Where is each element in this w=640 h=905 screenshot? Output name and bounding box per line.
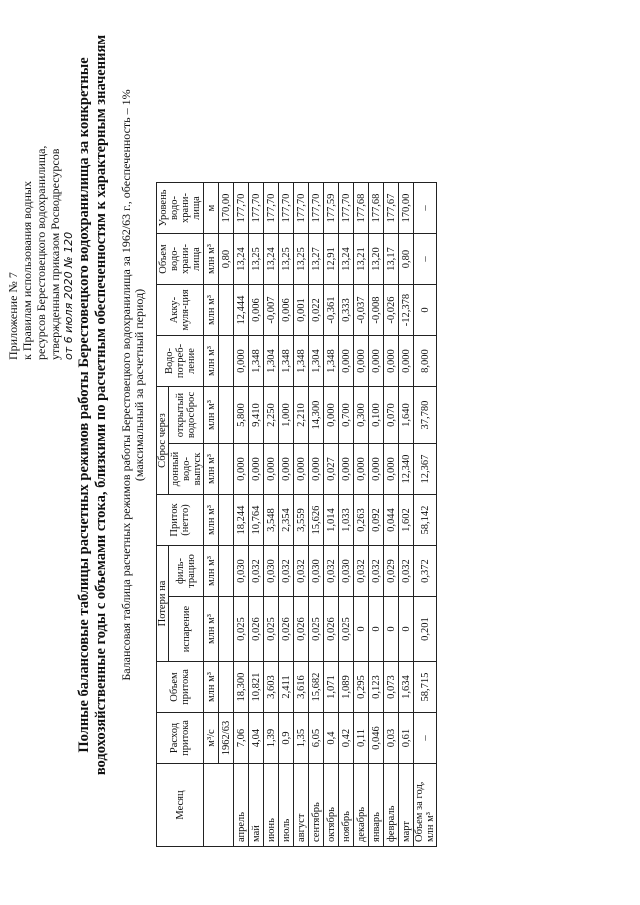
start-row: [219, 183, 234, 847]
total-cell-evap: 0,201: [414, 597, 437, 662]
units-blank: [204, 764, 234, 847]
value-cell-evap: 0,026: [279, 597, 294, 662]
empty-cell: [219, 444, 234, 495]
value-cell-open: 9,410: [249, 387, 264, 444]
value-cell-res: 13,25: [294, 234, 309, 285]
empty-cell: [219, 546, 234, 597]
value-cell-res: 12,91: [324, 234, 339, 285]
value-cell-open: 1,640: [399, 387, 414, 444]
value-cell-net: 0,263: [354, 495, 369, 546]
value-cell-flow: 1,39: [264, 713, 279, 764]
empty-cell: [219, 336, 234, 387]
header-line: Приложение № 7: [6, 272, 20, 360]
table-row: [249, 183, 264, 847]
value-cell-evap: 0,025: [339, 597, 354, 662]
value-cell-flow: 0,61: [399, 713, 414, 764]
value-cell-cons: 1,304: [264, 336, 279, 387]
value-cell-vol: 10,821: [249, 662, 264, 713]
value-cell-bottom: 0,000: [369, 444, 384, 495]
value-cell-bottom: 0,027: [324, 444, 339, 495]
total-label-cell: Объем за год, млн м³: [414, 764, 437, 847]
value-cell-acc: 12,444: [234, 285, 249, 336]
value-cell-cons: 0,000: [339, 336, 354, 387]
value-cell-vol: 1,634: [399, 662, 414, 713]
year-cell: 1962/63: [219, 713, 234, 764]
value-cell-flow: 0,11: [354, 713, 369, 764]
start-level-cell: 170,00: [219, 183, 234, 234]
value-cell-filt: 0,030: [339, 546, 354, 597]
value-cell-cons: 1,348: [279, 336, 294, 387]
col-flow: Расход притока: [157, 713, 204, 764]
unit-cell: м: [204, 183, 219, 234]
col-reservoir-volume: Объем водо-храни-лища: [157, 234, 204, 285]
value-cell-cons: 1,348: [324, 336, 339, 387]
value-cell-evap: 0: [369, 597, 384, 662]
table-row: [309, 183, 324, 847]
value-cell-evap: 0,025: [264, 597, 279, 662]
value-cell-bottom: 0,000: [249, 444, 264, 495]
value-cell-res: 13,25: [279, 234, 294, 285]
month-cell: ноябрь: [339, 764, 354, 847]
total-cell-open: 37,780: [414, 387, 437, 444]
value-cell-vol: 1,089: [339, 662, 354, 713]
month-cell: август: [294, 764, 309, 847]
total-cell-net: 58,142: [414, 495, 437, 546]
value-cell-net: 1,014: [324, 495, 339, 546]
value-cell-cons: 1,304: [309, 336, 324, 387]
value-cell-cons: 0,000: [369, 336, 384, 387]
value-cell-bottom: 0,000: [294, 444, 309, 495]
header-line: к Правилам использования водных: [20, 181, 34, 360]
start-volume-cell: 0,80: [219, 234, 234, 285]
value-cell-res: 13,25: [249, 234, 264, 285]
value-cell-lvl: 177,59: [324, 183, 339, 234]
value-cell-res: 0,80: [399, 234, 414, 285]
value-cell-open: 1,000: [279, 387, 294, 444]
appendix-header: [6, 30, 76, 360]
table-row: [384, 183, 399, 847]
value-cell-open: 14,300: [309, 387, 324, 444]
value-cell-cons: 1,348: [249, 336, 264, 387]
value-cell-flow: 1,35: [294, 713, 309, 764]
unit-cell: млн м³: [204, 444, 219, 495]
month-cell: февраль: [384, 764, 399, 847]
caption-line: Балансовая таблица расчетных режимов работы Берестовецкого водохранилища за 1962/63 г., обеспеченность – 1%: [119, 89, 133, 681]
value-cell-bottom: 0,000: [309, 444, 324, 495]
value-cell-lvl: 177,67: [384, 183, 399, 234]
month-cell: декабрь: [354, 764, 369, 847]
value-cell-evap: 0,025: [234, 597, 249, 662]
value-cell-acc: 0,006: [249, 285, 264, 336]
total-cell-filt: 0,372: [414, 546, 437, 597]
value-cell-res: 13,27: [309, 234, 324, 285]
value-cell-net: 18,244: [234, 495, 249, 546]
value-cell-open: 0,070: [384, 387, 399, 444]
value-cell-filt: 0,032: [354, 546, 369, 597]
document-heading: [76, 25, 110, 785]
value-cell-lvl: 177,70: [294, 183, 309, 234]
value-cell-evap: 0,026: [249, 597, 264, 662]
value-cell-lvl: 177,70: [309, 183, 324, 234]
value-cell-res: 13,24: [264, 234, 279, 285]
value-cell-filt: 0,029: [384, 546, 399, 597]
value-cell-acc: -0,037: [354, 285, 369, 336]
month-cell: март: [399, 764, 414, 847]
month-cell: январь: [369, 764, 384, 847]
value-cell-filt: 0,030: [234, 546, 249, 597]
month-cell: июль: [279, 764, 294, 847]
value-cell-vol: 0,123: [369, 662, 384, 713]
value-cell-flow: 0,4: [324, 713, 339, 764]
heading-line: Полные балансовые таблицы расчетных режимов работы Берестовецкого водохранилища за конкретные: [76, 57, 92, 753]
month-cell: июнь: [264, 764, 279, 847]
value-cell-vol: 15,682: [309, 662, 324, 713]
value-cell-evap: 0,026: [294, 597, 309, 662]
value-cell-open: 2,210: [294, 387, 309, 444]
value-cell-cons: 1,348: [294, 336, 309, 387]
value-cell-flow: 0,9: [279, 713, 294, 764]
table-row: [294, 183, 309, 847]
table-body: [204, 183, 437, 847]
col-month: Месяц: [157, 764, 204, 847]
value-cell-acc: -0,026: [384, 285, 399, 336]
value-cell-flow: 0,03: [384, 713, 399, 764]
value-cell-open: 2,250: [264, 387, 279, 444]
value-cell-vol: 3,603: [264, 662, 279, 713]
value-cell-bottom: 0,000: [279, 444, 294, 495]
value-cell-flow: 0,42: [339, 713, 354, 764]
col-volume: Объем притока: [157, 662, 204, 713]
value-cell-net: 0,092: [369, 495, 384, 546]
total-cell-bottom: 12,367: [414, 444, 437, 495]
header-line: утвержденным приказом Росводресурсов: [48, 148, 62, 360]
value-cell-res: 13,17: [384, 234, 399, 285]
value-cell-res: 13,21: [354, 234, 369, 285]
col-losses: Потери на: [157, 546, 169, 662]
value-cell-bottom: 0,000: [354, 444, 369, 495]
value-cell-bottom: 0,000: [234, 444, 249, 495]
caption-line: (максимальный за расчетный период): [132, 288, 146, 482]
value-cell-res: 13,24: [234, 234, 249, 285]
value-cell-lvl: 177,70: [249, 183, 264, 234]
unit-cell: млн м³: [204, 546, 219, 597]
table-caption: [120, 35, 146, 735]
value-cell-evap: 0,026: [324, 597, 339, 662]
col-discharge: Сброс через: [157, 387, 169, 495]
total-cell-acc: 0: [414, 285, 437, 336]
value-cell-cons: 0,000: [399, 336, 414, 387]
value-cell-vol: 2,411: [279, 662, 294, 713]
value-cell-acc: 0,022: [309, 285, 324, 336]
value-cell-lvl: 170,00: [399, 183, 414, 234]
value-cell-acc: -0,007: [264, 285, 279, 336]
value-cell-evap: 0: [384, 597, 399, 662]
month-cell: сентябрь: [309, 764, 324, 847]
value-cell-vol: 18,300: [234, 662, 249, 713]
value-cell-flow: 6,05: [309, 713, 324, 764]
table-row: [339, 183, 354, 847]
value-cell-flow: 4,04: [249, 713, 264, 764]
total-cell-flow: –: [414, 713, 437, 764]
unit-cell: млн м³: [204, 495, 219, 546]
value-cell-open: 0,100: [369, 387, 384, 444]
value-cell-cons: 0,000: [384, 336, 399, 387]
col-inflow-net: Приток (нетто): [157, 495, 204, 546]
total-cell-vol: 58,715: [414, 662, 437, 713]
table-row: [234, 183, 249, 847]
header-line: ресурсов Берестовецкого водохранилища,: [34, 145, 48, 360]
value-cell-evap: 0: [399, 597, 414, 662]
value-cell-vol: 0,295: [354, 662, 369, 713]
empty-cell: [219, 387, 234, 444]
unit-cell: млн м³: [204, 387, 219, 444]
value-cell-filt: 0,032: [249, 546, 264, 597]
value-cell-net: 0,044: [384, 495, 399, 546]
value-cell-evap: 0,025: [309, 597, 324, 662]
month-cell: апрель: [234, 764, 249, 847]
value-cell-lvl: 177,70: [339, 183, 354, 234]
table-row: [399, 183, 414, 847]
value-cell-lvl: 177,70: [279, 183, 294, 234]
value-cell-lvl: 177,70: [234, 183, 249, 234]
value-cell-res: 13,20: [369, 234, 384, 285]
value-cell-cons: 0,000: [354, 336, 369, 387]
value-cell-evap: 0: [354, 597, 369, 662]
col-bottom-outlet: донный водо-выпуск: [169, 444, 204, 495]
month-cell: май: [249, 764, 264, 847]
col-accumulation: Акку-муля-ция: [157, 285, 204, 336]
month-cell: октябрь: [324, 764, 339, 847]
value-cell-open: 0,000: [324, 387, 339, 444]
unit-cell: млн м³: [204, 597, 219, 662]
col-consumption: Водо-потреб-ление: [157, 336, 204, 387]
empty-cell: [219, 597, 234, 662]
value-cell-cons: 0,000: [234, 336, 249, 387]
value-cell-filt: 0,030: [264, 546, 279, 597]
value-cell-bottom: 12,340: [399, 444, 414, 495]
value-cell-net: 10,764: [249, 495, 264, 546]
unit-cell: млн м³: [204, 285, 219, 336]
value-cell-acc: 0,001: [294, 285, 309, 336]
value-cell-lvl: 177,70: [264, 183, 279, 234]
value-cell-filt: 0,032: [399, 546, 414, 597]
table-row: [279, 183, 294, 847]
value-cell-filt: 0,032: [279, 546, 294, 597]
heading-line: водохозяйственные годы с объемами стока, близкими по расчетным обеспеченностям к характерным значениям: [93, 34, 109, 776]
empty-cell: [219, 662, 234, 713]
value-cell-net: 2,354: [279, 495, 294, 546]
table-row: [354, 183, 369, 847]
unit-cell: млн м³: [204, 234, 219, 285]
value-cell-acc: -12,378: [399, 285, 414, 336]
value-cell-net: 3,559: [294, 495, 309, 546]
col-evaporation: испарение: [169, 597, 204, 662]
value-cell-flow: 0,046: [369, 713, 384, 764]
value-cell-net: 3,548: [264, 495, 279, 546]
value-cell-net: 1,602: [399, 495, 414, 546]
total-cell-lvl: –: [414, 183, 437, 234]
value-cell-open: 0,300: [354, 387, 369, 444]
value-cell-open: 0,700: [339, 387, 354, 444]
value-cell-vol: 0,073: [384, 662, 399, 713]
col-filtration: филь-трацию: [169, 546, 204, 597]
unit-cell: м³/с: [204, 713, 219, 764]
units-row: [204, 183, 219, 847]
value-cell-vol: 1,071: [324, 662, 339, 713]
value-cell-acc: 0,006: [279, 285, 294, 336]
value-cell-res: 13,24: [339, 234, 354, 285]
total-cell-cons: 8,000: [414, 336, 437, 387]
col-level: Уровень водо-храни-лища: [157, 183, 204, 234]
value-cell-acc: -0,361: [324, 285, 339, 336]
col-open-spillway: открытый водосброс: [169, 387, 204, 444]
value-cell-filt: 0,032: [324, 546, 339, 597]
value-cell-net: 15,626: [309, 495, 324, 546]
value-cell-filt: 0,032: [294, 546, 309, 597]
unit-cell: млн м³: [204, 336, 219, 387]
value-cell-open: 5,800: [234, 387, 249, 444]
total-cell-res: –: [414, 234, 437, 285]
unit-cell: млн м³: [204, 662, 219, 713]
table-row: [369, 183, 384, 847]
order-date-line: от 6 июля 2020 № 120: [62, 231, 75, 360]
value-cell-acc: -0,008: [369, 285, 384, 336]
value-cell-filt: 0,032: [369, 546, 384, 597]
value-cell-lvl: 177,68: [354, 183, 369, 234]
value-cell-flow: 7,06: [234, 713, 249, 764]
empty-cell: [219, 495, 234, 546]
table-row: [264, 183, 279, 847]
table-row: [324, 183, 339, 847]
value-cell-acc: 0,333: [339, 285, 354, 336]
value-cell-bottom: 0,000: [264, 444, 279, 495]
value-cell-filt: 0,030: [309, 546, 324, 597]
empty-cell: [219, 285, 234, 336]
value-cell-net: 1,033: [339, 495, 354, 546]
value-cell-vol: 3,616: [294, 662, 309, 713]
total-row: [414, 183, 437, 847]
balance-table: [156, 182, 437, 847]
value-cell-lvl: 177,68: [369, 183, 384, 234]
value-cell-bottom: 0,000: [339, 444, 354, 495]
value-cell-bottom: 0,000: [384, 444, 399, 495]
